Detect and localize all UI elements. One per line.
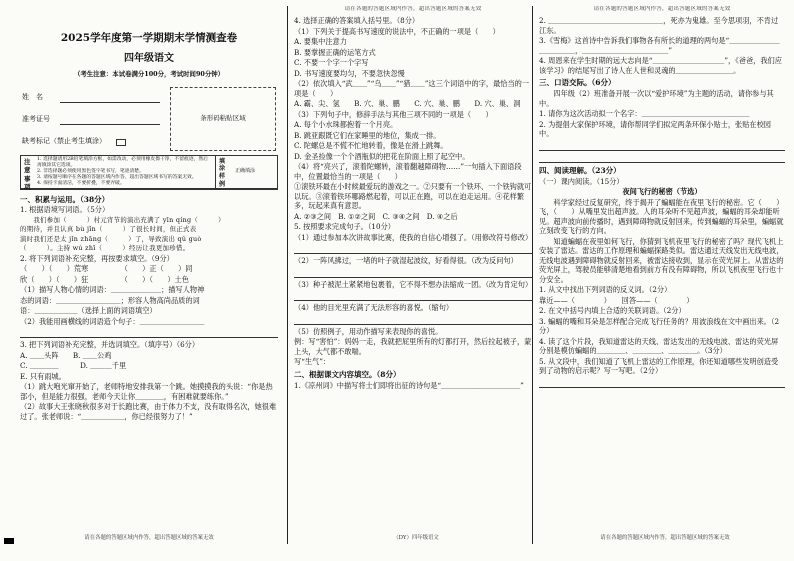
answer-line[interactable]: [20, 328, 278, 338]
footer-left: 请在各题的答题区域内作答，超出答题区域的答案无效: [84, 534, 214, 541]
absent-checkbox[interactable]: [116, 139, 126, 146]
question-1: 1. 根据语境写词语。（5分）: [20, 205, 110, 215]
answer-line[interactable]: [539, 378, 785, 388]
barcode-label: 条形码粘贴区域: [200, 113, 246, 122]
notes-list: 1. 选择题请用2B铅笔填涂方框，如需改动，必须用橡皮擦干净，不留痕迹，然后再填涂其它选项。 2. 非选择题必须使用黑色签字笔书写，笔迹清楚。 3. 请按题号顺序在各题的答题区域内作答，超出答题区域书写的答案无效。 4. 保持卡面清洁，不要折叠，不要弄破。: [37, 156, 208, 187]
corner-mark: [4, 538, 14, 544]
answer-line[interactable]: [294, 291, 532, 301]
answer-line[interactable]: [294, 268, 532, 278]
absent-label: 缺考标记（禁止考生填涂）: [22, 136, 106, 145]
section-4-title: 四、阅读理解。（23分）: [539, 165, 621, 175]
section-1-title: 一、积累与运用。（38分）: [20, 194, 110, 204]
question-5: 5. 按照要求完成句子。（10分）: [294, 222, 395, 232]
id-label: 准考证号: [22, 114, 50, 123]
answer-line[interactable]: [294, 244, 532, 254]
reading-passage-1: 科学家经过反复研究，终于揭开了蝙蝠能在夜里飞行的秘密。它（ ）飞，（ ）从嘴里发出超声波。人的耳朵听不见超声波，蝙蝠的耳朵却能听见。超声波向前传播时，遇到障碍物就反射回来，传到蝙蝠的耳朵里，蝙蝠就立刻改变飞行的方向。: [539, 197, 784, 236]
banner-middle: 请在各题的答题区域内作答，超出答题区域的答案无效: [344, 6, 482, 12]
column-left: [20, 6, 278, 544]
footer-right: 请在各题的答题区域内作答，超出答题区域的答案无效: [600, 534, 730, 541]
section-1: 一、积累与运用。（38分） 1. 根据语境写词语。（5分） 我们参加（ ）村元宵节的演出充满了 yīn qíng（ ） 的期待，并且认真 bù jǐn（ ）了很长时间，但正式表 演时我们还是太 jǐn zhāng（ ）了，导致演出 qǔ guò （ ）。主持 wú zhī（ ）经历让我更加珍惜。 2. 将下列词语补充完整，再按要求填空。（9分） （ ）（ ）荒寒 （ ）正（ ）同 欣（ ）（ ）狂 （ ）（ ）土色 （1）描写人物心情的词语：＿＿＿＿＿＿＿；描写人物神 态的词语：＿＿＿＿＿＿＿＿＿；形容人物高尚品质的词 语：＿＿＿＿＿＿（选择上面的词语填空） （2）我能用画横线的词语造个句子：＿＿＿＿＿＿＿＿＿ 3. 把下列词语补充完整，并选词填空。（填序号）（6分） A. ＿＿头阵 B. ＿＿公鸡 C. ＿＿＿＿ D. ＿＿＿千里 E. 只有雨城。 （1）跳大咆光窜开始了，老师特地安排我第一个跳。她摸摸我的头说：“你是热部小，但是能力很强，老师今天让你＿＿＿＿，有困难就要练你。” （2）故事大王张晓秋很多对于长跑比赛，由于体力不支，没有取得名次，她很难过了。张老师说：“＿＿＿＿＿＿，你已经很努力了！”: [20, 189, 278, 422]
divider: [215, 156, 216, 188]
question-4: 4. 选择正确的答案填入括号里。（8分）: [294, 16, 420, 26]
reading-title: 夜间飞行的秘密（节选）: [622, 187, 702, 197]
fill-correct: 正确填涂: [235, 167, 256, 174]
section-2-title: 二、根据课文内容填空。（8分）: [294, 369, 401, 379]
info-area: [20, 85, 278, 192]
answer-line[interactable]: [294, 315, 532, 325]
question-2: 2. 将下列词语补充完整，再按要求填空。（9分）: [20, 253, 174, 263]
column-middle: 请在各题的答题区域内作答，超出答题区域的答案无效 4. 选择正确的答案填入括号里。（8分） （1）下列关于提高书写速度的说法中，不正确的一项是（ ） A. 要集中注意力 B. 要掌握正确的运笔方式 C. 不要一个字一个字写 D. 书写速度要均匀，不要忽快忽慢 （2）依次填入“武＿＿”“乌＿＿”“猎＿＿”这三个词语中的字，最恰当的一项是（ ） A. 霸、尖、氢 B. 穴、巢、鹏 C. 穴、巢、鹏 D. 穴、巢、洞 （3）下列句子中，修辞手法与其他三项不同的一项是（ ） A. 每个小水珠都抱着一个月亮。 B. 跳亚跟既它们在家睡里的地位，集成一排。 C. 陀螺总是不慌不忙地转着，像是在滑上跳舞。 D. 金圣捡像一个个酒瓶似的把花在阶面上照了起空中。 （4）将“亮兴了，滚着陀螺转，滚着翻越障碍物……”一句插入下面语段中，位置最恰当的一项是（ ） ①滚铁环最在小时候最爱玩的游戏之一。②只要有一个铁环、一个铁钩就可以玩。③滚着铁环哪路燃起着，可以正在跑，可以在迫走运用。④花样繁多，玩起来真有意思。 A. ②③之间 B. ①②之间 C. ③④之间 D. ④之后 5. 按照要求完成句子。（10分） （1）通过参加本次讲故事比赛，使我的自信心增强了。（用修改符号修改） （2）一阵风拂过，一堵的叶子就湿起波纹，好看得很。（改为反问句） （3）种子被泥土紧紧地包裹着，它不得不想办法缩成一团。（改为肯定句） （4）他的目光里充满了无法形容的喜悦。（缩句） （5）仿照例子，用动作描写来表现你的喜悦。 例：写“害怕”：妈妈一走，我就把屁里所有的灯都打开，然后拉起被子，蒙上头，大气都不敢喘。 写“生气”： 二、根据课文内容填空。（8分） 1.《凉州词》中描写将士们即将出征的诗句是“＿＿＿＿＿＿＿＿＿＿＿” （DY）四年级语文: [287, 6, 532, 544]
footer-middle: （DY）四年级语文: [393, 534, 439, 541]
notes-title: 注意事项: [24, 157, 31, 192]
barcode-area: [170, 87, 276, 151]
answer-line[interactable]: [539, 153, 785, 163]
question-3: 3. 把下列词语补充完整，并选词填空。（填序号）（6分）: [20, 340, 200, 350]
column-right: 请在各题的答题区域内作答，超出答题区域的答案无效 2. ＿＿＿＿＿＿＿＿＿＿＿＿＿＿＿＿，死亦为鬼雄。至今思项羽，不肯过江东。 3.《雪梅》这首诗中告诉我们事物各有所长的道理的两句是“＿＿＿＿＿＿＿＿＿＿＿＿，＿＿＿＿＿＿＿＿＿＿＿＿” 4. 周恩来在学生时期的远大志向是“＿＿＿＿＿＿＿＿＿＿”，《爸爸，我们应该学习》的结尾写出了诗人在人世和灵魂的＿＿＿＿＿＿＿＿。 三、口语交际。（6分） 四年级（2）班准备开展一次以“爱护环境”为主题的活动，请你参与其中。 1. 请你为这次活动拟一个名字：＿＿＿＿＿＿＿＿＿＿＿＿＿＿＿ 2. 为提倡大家保护环境，请你帮同学们拟定两条环保小贴士，张贴在校园中。 四、阅读理解。（23分） （一）课内阅读。（15分） 夜间飞行的秘密（节选） 科学家经过反复研究，终于揭开了蝙蝠能在夜里飞行的秘密。它（ ）飞，（ ）从嘴里发出超声波。人的耳朵听不见超声波，蝙蝠的耳朵却能听见。超声波向前传播时，遇到障碍物就反射回来，传到蝙蝠的耳朵里，蝙蝠就立刻改变飞行的方向。 知道蝙蝠在夜里如何飞行，你猜到飞机夜里飞行的秘密了吗？现代飞机上安装了雷达。雷达的工作原理和蝙蝠探路类似。雷达通过天线发出无线电波，无线电波遇到障碍物就反射回来，被雷达接收到，显示在荧光屏上。从雷达的荧光屏上，驾驶员能够清楚地看到前方有没有障碍物，所以飞机夜里飞行也十分安全。 1. 从文中找出下列词语的反义词。（2分） 靠近——（ ） 回答——（ ） 2. 在文中括号内填上合适的关联词语。（2分） 3. 蝙蝠的嘴和耳朵是怎样配合完成飞行任务的？用波浪线在文中画出来。（2分） 4. 读了这个片段，我知道雷达的天线、雷达发出的无线电波、雷达的荧光屏分别是模仿蝙蝠的＿＿＿＿、＿＿＿＿、＿＿＿＿。（3分） 5. 从文段中，我们知道了飞机上雷达的工作原理，你还知道哪些发明创造受到了动物的启示呢？写一写吧。（2分） 请在各题的答题区域内作答，超出答题区域的答案无效: [532, 6, 785, 544]
banner-right: 请在各题的答题区域内作答，超出答题区域的答案无效: [593, 6, 731, 12]
section-3-title: 三、口语交际。（6分）: [539, 78, 616, 88]
id-field[interactable]: [60, 124, 160, 125]
fill-label: 填涂样例: [219, 157, 226, 189]
name-label: 姓 名: [22, 92, 43, 101]
exam-subject: 四年级语文: [124, 52, 174, 64]
exam-title: 2025学年度第一学期期末学情测查卷: [60, 32, 238, 44]
reading-passage-2: 知道蝙蝠在夜里如何飞行，你猜到飞机夜里飞行的秘密了吗？现代飞机上安装了雷达。雷达的工作原理和蝙蝠探路类似。雷达通过天线发出无线电波，无线电波遇到障碍物就反射回来，被雷达接收到，显示在荧光屏上。从雷达的荧光屏上，驾驶员能够清楚地看到前方有没有障碍物，所以飞机夜里飞行也十分安全。: [539, 236, 784, 284]
exam-note: （考生注意：本试卷满分100分，考试时间90分钟）: [73, 70, 225, 79]
name-field[interactable]: [60, 102, 160, 103]
answer-line[interactable]: [539, 141, 785, 151]
notes-box: [20, 155, 278, 192]
